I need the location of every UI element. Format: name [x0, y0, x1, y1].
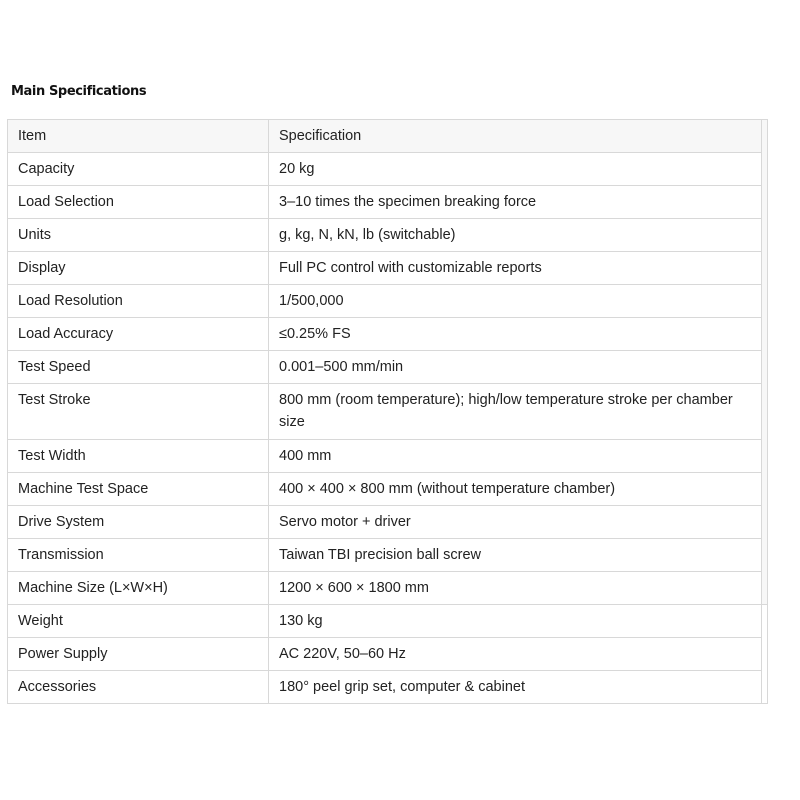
cell-item: Power Supply	[8, 638, 269, 671]
section-title: Main Specifications	[11, 84, 147, 99]
header-specification: Specification	[269, 120, 762, 153]
cell-item: Transmission	[8, 539, 269, 572]
table-row	[8, 384, 768, 440]
cell-item: Capacity	[8, 153, 269, 186]
cell-spec: 1/500,000	[269, 285, 762, 318]
cell-spec: 180° peel grip set, computer & cabinet	[269, 671, 762, 704]
cell-item: Units	[8, 219, 269, 252]
table-row	[8, 605, 768, 638]
table-row	[8, 638, 768, 671]
header-item: Item	[8, 120, 269, 153]
cell-spec: 400 mm	[269, 440, 762, 473]
table-row	[8, 219, 768, 252]
cell-item: Display	[8, 252, 269, 285]
cell-item: Test Stroke	[8, 384, 269, 440]
cell-spec: AC 220V, 50–60 Hz	[269, 638, 762, 671]
table-row	[8, 473, 768, 506]
table-row	[8, 351, 768, 384]
table-side-column-upper	[762, 120, 768, 605]
cell-spec: 20 kg	[269, 153, 762, 186]
table-row	[8, 252, 768, 285]
cell-spec: 400 × 400 × 800 mm (without temperature chamber)	[269, 473, 762, 506]
table-row	[8, 539, 768, 572]
table-row	[8, 671, 768, 704]
table-header-row	[8, 120, 768, 153]
cell-item: Weight	[8, 605, 269, 638]
cell-spec: 3–10 times the specimen breaking force	[269, 186, 762, 219]
cell-item: Machine Size (L×W×H)	[8, 572, 269, 605]
cell-spec: Servo motor + driver	[269, 506, 762, 539]
cell-spec: g, kg, N, kN, lb (switchable)	[269, 219, 762, 252]
cell-spec: ≤0.25% FS	[269, 318, 762, 351]
cell-item: Machine Test Space	[8, 473, 269, 506]
cell-spec: Full PC control with customizable reports	[269, 252, 762, 285]
cell-item: Load Accuracy	[8, 318, 269, 351]
table-row	[8, 285, 768, 318]
cell-spec: 1200 × 600 × 1800 mm	[269, 572, 762, 605]
table-row	[8, 440, 768, 473]
cell-item: Test Width	[8, 440, 269, 473]
cell-item: Test Speed	[8, 351, 269, 384]
cell-spec: Taiwan TBI precision ball screw	[269, 539, 762, 572]
table-side-column-lower	[762, 605, 768, 704]
cell-item: Accessories	[8, 671, 269, 704]
table-row	[8, 572, 768, 605]
table-row	[8, 506, 768, 539]
cell-spec: 130 kg	[269, 605, 762, 638]
cell-spec: 800 mm (room temperature); high/low temperature stroke per chamber size	[269, 384, 762, 440]
cell-item: Drive System	[8, 506, 269, 539]
table-row	[8, 153, 768, 186]
specifications-table	[7, 119, 768, 704]
table-row	[8, 186, 768, 219]
cell-item: Load Resolution	[8, 285, 269, 318]
table-row	[8, 318, 768, 351]
cell-item: Load Selection	[8, 186, 269, 219]
cell-spec: 0.001–500 mm/min	[269, 351, 762, 384]
